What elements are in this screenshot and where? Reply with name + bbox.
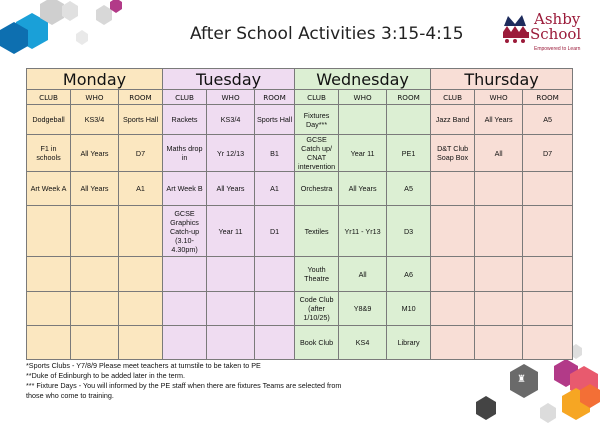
cell-room — [523, 206, 573, 257]
crown-crest-icon — [498, 12, 532, 52]
column-header-who: WHO — [207, 90, 255, 105]
cell-club — [431, 292, 475, 326]
cell-club — [163, 257, 207, 292]
day-monday: Monday — [27, 69, 163, 90]
cell-room — [523, 172, 573, 206]
cell-room: A5 — [523, 105, 573, 135]
cell-who — [475, 326, 523, 360]
cell-club — [163, 292, 207, 326]
column-header-club: CLUB — [295, 90, 339, 105]
cell-room — [119, 292, 163, 326]
day-tuesday: Tuesday — [163, 69, 295, 90]
cell-club: Fixtures Day*** — [295, 105, 339, 135]
cell-club: GCSE Catch up/ CNAT intervention — [295, 135, 339, 172]
page-title: After School Activities 3:15-4:15 — [190, 24, 464, 44]
cell-room — [523, 292, 573, 326]
day-wednesday: Wednesday — [295, 69, 431, 90]
cell-room — [523, 257, 573, 292]
cell-club — [431, 326, 475, 360]
cell-club — [431, 172, 475, 206]
activities-timetable — [26, 68, 573, 360]
cell-who — [475, 292, 523, 326]
cell-room — [255, 257, 295, 292]
cell-club: Youth Theatre — [295, 257, 339, 292]
column-header-room: ROOM — [523, 90, 573, 105]
cell-room: D7 — [119, 135, 163, 172]
cell-club — [27, 292, 71, 326]
table-row — [27, 292, 573, 326]
cell-who: KS3/4 — [71, 105, 119, 135]
cell-room: Sports Hall — [255, 105, 295, 135]
cell-club — [27, 257, 71, 292]
cell-room: M10 — [387, 292, 431, 326]
cell-club: Maths drop in — [163, 135, 207, 172]
cell-club — [27, 326, 71, 360]
logo-name-2: School — [530, 25, 582, 43]
cell-who — [71, 326, 119, 360]
cell-club: Orchestra — [295, 172, 339, 206]
cell-room: A1 — [119, 172, 163, 206]
cell-club: Art Week A — [27, 172, 71, 206]
table-row — [27, 105, 573, 135]
cell-room — [387, 105, 431, 135]
cell-room: A5 — [387, 172, 431, 206]
cell-who: All Years — [71, 172, 119, 206]
cell-room — [119, 257, 163, 292]
cell-who — [71, 206, 119, 257]
column-header-room: ROOM — [119, 90, 163, 105]
footnotes — [26, 361, 341, 401]
cell-who: KS4 — [339, 326, 387, 360]
cell-room — [119, 326, 163, 360]
cell-room — [255, 292, 295, 326]
cell-who: All Years — [339, 172, 387, 206]
cell-club: Book Club — [295, 326, 339, 360]
column-header-club: CLUB — [27, 90, 71, 105]
footnote: *Sports Clubs - Y7/8/9 Please meet teachers at turnstile to be taken to PE — [26, 361, 261, 370]
cell-club: Art Week B — [163, 172, 207, 206]
cell-who: Year 11 — [339, 135, 387, 172]
cell-room: A6 — [387, 257, 431, 292]
school-crest-icon: ♜ — [517, 374, 526, 385]
cell-who — [207, 257, 255, 292]
day-header-row — [27, 69, 573, 90]
cell-club — [431, 206, 475, 257]
cell-who: All Years — [207, 172, 255, 206]
cell-who — [475, 257, 523, 292]
cell-club: Jazz Band — [431, 105, 475, 135]
cell-who: All Years — [475, 105, 523, 135]
cell-room: Library — [387, 326, 431, 360]
logo-tagline: Empowered to Learn — [534, 46, 581, 52]
cell-club: D&T Club Soap Box — [431, 135, 475, 172]
cell-who: All — [475, 135, 523, 172]
hexagon-decoration-top-left — [0, 0, 130, 62]
table-row — [27, 135, 573, 172]
cell-club — [163, 326, 207, 360]
cell-who — [475, 206, 523, 257]
cell-who — [339, 105, 387, 135]
cell-who: All — [339, 257, 387, 292]
cell-club: GCSE Graphics Catch-up (3.10-4.30pm) — [163, 206, 207, 257]
cell-who: KS3/4 — [207, 105, 255, 135]
cell-who — [207, 326, 255, 360]
cell-who — [475, 172, 523, 206]
cell-room — [255, 326, 295, 360]
table-row — [27, 257, 573, 292]
cell-club: Textiles — [295, 206, 339, 257]
cell-who: All Years — [71, 135, 119, 172]
cell-room: D7 — [523, 135, 573, 172]
cell-room: D3 — [387, 206, 431, 257]
cell-room: Sports Hall — [119, 105, 163, 135]
table-row — [27, 326, 573, 360]
cell-who — [71, 257, 119, 292]
column-header-club: CLUB — [431, 90, 475, 105]
cell-room: B1 — [255, 135, 295, 172]
cell-club: Code Club (after 1/10/25) — [295, 292, 339, 326]
cell-who — [207, 292, 255, 326]
column-header-room: ROOM — [387, 90, 431, 105]
cell-room: A1 — [255, 172, 295, 206]
day-thursday: Thursday — [431, 69, 573, 90]
school-logo — [498, 8, 590, 56]
table-row — [27, 172, 573, 206]
cell-club: F1 in schools — [27, 135, 71, 172]
column-header-club: CLUB — [163, 90, 207, 105]
footnote: *** Fixture Days - You will informed by the PE staff when there are fixtures Teams are selected from — [26, 381, 342, 390]
column-header-who: WHO — [71, 90, 119, 105]
column-header-who: WHO — [339, 90, 387, 105]
footnote: **Duke of Edinburgh to be added later in the term. — [26, 371, 186, 380]
cell-room — [119, 206, 163, 257]
column-header-room: ROOM — [255, 90, 295, 105]
column-header-row — [27, 90, 573, 105]
cell-who: Yr11 - Yr13 — [339, 206, 387, 257]
logo-name: Ashby — [534, 10, 581, 28]
cell-club — [27, 206, 71, 257]
cell-club: Dodgeball — [27, 105, 71, 135]
cell-room: D1 — [255, 206, 295, 257]
table-row — [27, 206, 573, 257]
cell-room — [523, 326, 573, 360]
cell-club: Rackets — [163, 105, 207, 135]
footnote: those who come to training. — [26, 391, 114, 400]
cell-club — [431, 257, 475, 292]
column-header-who: WHO — [475, 90, 523, 105]
cell-who: Yr 12/13 — [207, 135, 255, 172]
cell-who — [71, 292, 119, 326]
cell-who: Y8&9 — [339, 292, 387, 326]
cell-who: Year 11 — [207, 206, 255, 257]
cell-room: PE1 — [387, 135, 431, 172]
